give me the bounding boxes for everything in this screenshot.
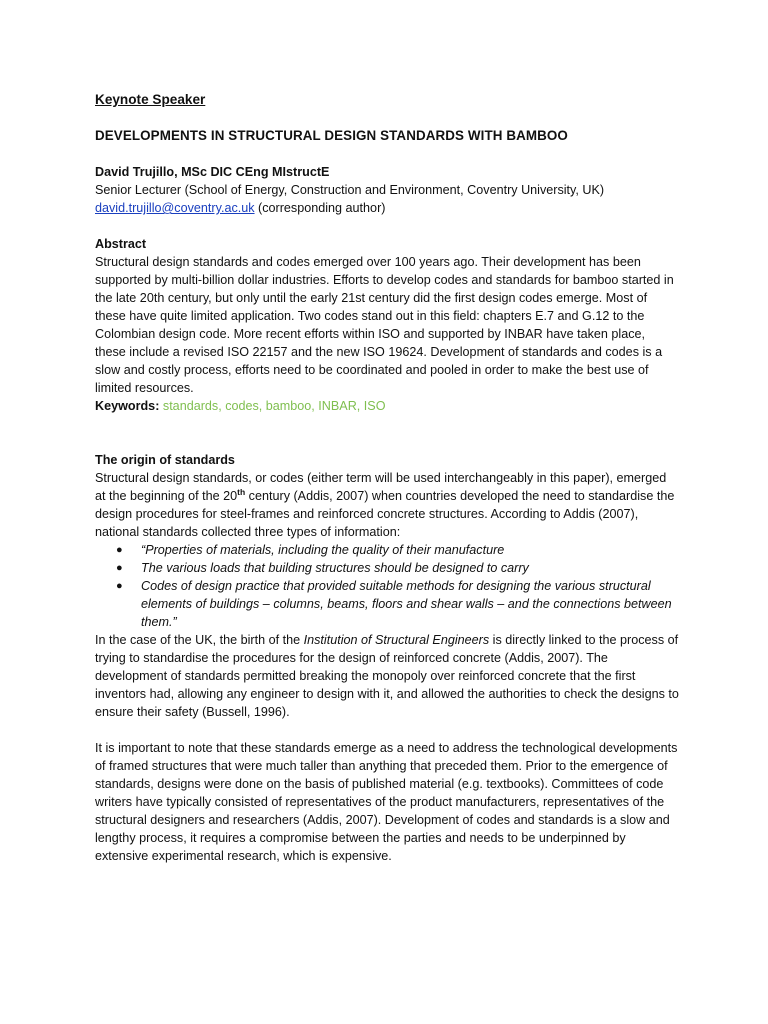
bullet-icon: ● xyxy=(116,544,123,556)
keywords-values: standards, codes, bamboo, INBAR, ISO xyxy=(162,399,386,413)
list-item-text: The various loads that building structures should be designed to carry xyxy=(141,561,529,575)
author-affiliation: Senior Lecturer (School of Energy, Construction and Environment, Coventry University, UK) xyxy=(95,183,605,197)
section-label: Keynote Speaker xyxy=(95,92,206,107)
author-email-link[interactable]: david.trujillo@coventry.ac.uk xyxy=(95,201,255,215)
document-page xyxy=(95,91,679,865)
addis-quote-list xyxy=(95,541,679,631)
list-item xyxy=(116,541,679,559)
origin-paragraph-2 xyxy=(95,631,679,721)
bullet-icon: ● xyxy=(116,580,123,592)
abstract-body: Structural design standards and codes emerged over 100 years ago. Their development has been supported by multi-billion dollar industries. Efforts to develop codes and standards for bamboo started in the late 20th century, but only until the early 21st century did the first design codes emerge. Most of these have quite limited application. Two codes stand out in this field: chapters E.7 and G.12 to the Colombian design code. More recent efforts within ISO and supported by INBAR have taken place, these include a revised ISO 22157 and the new ISO 19624. Development of standards and codes is a slow and costly process, efforts need to be coordinated and pooled in order to make the best use of limited resources. xyxy=(95,255,674,395)
list-item xyxy=(116,577,679,631)
origin-paragraph-3: It is important to note that these standards emerge as a need to address the technological developments of framed structures that were much taller than anything that preceded them. Prior to the emergence of standards, designs were done on the basis of published material (e.g. textbooks). Committees of code writers have typically consisted of representatives of the product manufacturers, representatives of the structural designers and researchers (Addis, 2007). Development of codes and standards is a slow and lengthy process, it requires a compromise between the parties and needs to be underpinned by extensive experimental research, which is expensive. xyxy=(95,741,678,863)
list-item xyxy=(116,559,679,577)
email-note: (corresponding author) xyxy=(258,201,386,215)
origin-heading: The origin of standards xyxy=(95,453,235,467)
abstract-heading: Abstract xyxy=(95,237,147,251)
keywords-line xyxy=(95,397,679,415)
author-contact xyxy=(95,199,679,217)
author-name: David Trujillo, MSc DIC CEng MIstructE xyxy=(95,165,330,179)
keywords-label: Keywords: xyxy=(95,399,160,413)
origin-p1-text-a: Structural design standards, or codes (either term will be used interchangeably in this paper), emerged at the beginning of the 20 xyxy=(95,471,667,503)
origin-p2-text-a: In the case of the UK, the birth of the xyxy=(95,633,304,647)
origin-p1-superscript: th xyxy=(237,487,246,497)
origin-p2-italic: Institution of Structural Engineers xyxy=(303,633,490,647)
bullet-icon: ● xyxy=(116,562,123,574)
list-item-text: Codes of design practice that provided suitable methods for designing the various structural elements of buildings – columns, beams, floors and shear walls – and the connections between them.” xyxy=(141,579,672,629)
list-item-text: “Properties of materials, including the quality of their manufacture xyxy=(141,543,505,557)
paper-title: DEVELOPMENTS IN STRUCTURAL DESIGN STANDARDS WITH BAMBOO xyxy=(95,128,568,143)
origin-paragraph-1 xyxy=(95,469,679,541)
paragraph-gap xyxy=(95,721,679,739)
origin-p1-text-b: century (Addis, 2007) when countries developed the need to standardise the design procedures for steel-frames and reinforced concrete structures. According to Addis (2007), national standards collected three types of information: xyxy=(95,489,675,539)
origin-p2-text-b: is directly linked to the process of trying to standardise the procedures for the design of reinforced concrete (Addis, 2007). The development of standards permitted breaking the monopoly over reinforced concrete that the first inventors had, allowing any engineer to design with it, and allowed the authorities to check the designs to ensure their safety (Bussell, 1996). xyxy=(95,633,679,719)
